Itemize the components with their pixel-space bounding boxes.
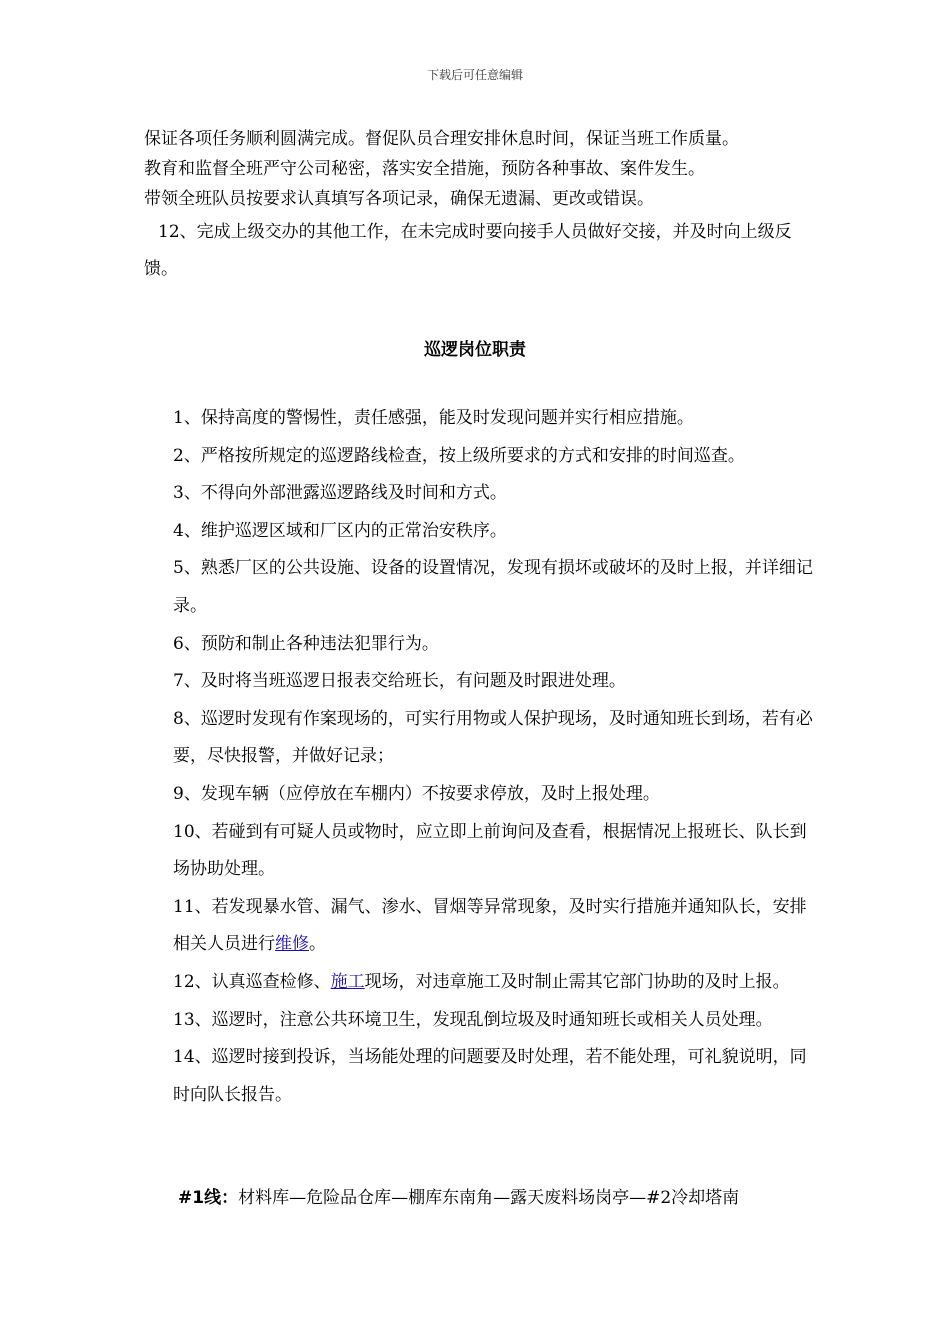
route-label: #1线：	[178, 1188, 239, 1208]
header-note: 下载后可任意编辑	[426, 68, 523, 82]
intro-item-12: 12、完成上级交办的其他工作，在未完成时要向接手人员做好交接，并及时向上级反馈。	[144, 222, 792, 279]
intro-section	[144, 124, 824, 288]
duty-item: 1、保持高度的警惕性，责任感强，能及时发现问题并实行相应措施。	[173, 408, 694, 428]
duty-11-text: 11、若发现暴水管、漏气、渗水、冒烟等异常现象，及时实行措施并通知队长，安排相关人员进行	[173, 896, 807, 955]
duty-12-end: 现场，对违章施工及时制止需其它部门协助的及时上报。	[364, 971, 790, 992]
section-title: 巡逻岗位职责	[424, 340, 526, 360]
duty-item-11	[173, 889, 823, 964]
route-text: 材料库—危险品仓库—棚库东南角—露天废料场岗亭—#2冷却塔南	[238, 1188, 740, 1208]
repair-link[interactable]: 维修	[275, 934, 309, 955]
duty-item-12	[173, 964, 823, 1002]
duty-item: 9、发现车辆（应停放在车棚内）不按要求停放，及时上报处理。	[173, 783, 660, 804]
duty-item: 14、巡逻时接到投诉，当场能处理的问题要及时处理，若不能处理，可礼貌说明，同时向队长报告。	[173, 1047, 807, 1105]
duty-item: 8、巡逻时发现有作案现场的，可实行用物或人保护现场，及时通知班长到场，若有必要，尽快报警，并做好记录；	[173, 708, 813, 767]
duty-item: 5、熟悉厂区的公共设施、设备的设置情况，发现有损坏或破坏的及时上报，并详细记录。	[173, 558, 813, 616]
intro-line-3: 带领全班队员按要求认真填写各项记录，确保无遗漏、更改或错误。	[144, 189, 654, 209]
duty-item: 4、维护巡逻区域和厂区内的正常治安秩序。	[173, 520, 507, 541]
duty-item: 6、预防和制止各种违法犯罪行为。	[173, 633, 439, 654]
duties-list	[173, 400, 823, 1114]
duty-12-text: 12、认真巡查检修、	[173, 971, 331, 992]
duty-item: 3、不得向外部泄露巡逻路线及时间和方式。	[173, 483, 507, 504]
duty-11-end: 。	[309, 934, 326, 955]
route-line	[178, 1180, 818, 1217]
duty-item: 7、及时将当班巡逻日报表交给班长，有问题及时跟进处理。	[173, 671, 626, 692]
intro-line-1: 保证各项任务顺利圆满完成。督促队员合理安排休息时间，保证当班工作质量。	[144, 129, 739, 149]
duty-item: 2、严格按所规定的巡逻路线检查，按上级所要求的方式和安排的时间巡查。	[173, 445, 745, 466]
duty-item: 10、若碰到有可疑人员或物时，应立即上前询问及查看，根据情况上报班长、队长到场协助处理。	[173, 821, 807, 880]
construction-link[interactable]: 施工	[330, 971, 365, 992]
intro-line-2: 教育和监督全班严守公司秘密，落实安全措施，预防各种事故、案件发生。	[144, 159, 705, 179]
duty-item: 13、巡逻时，注意公共环境卫生，发现乱倒垃圾及时通知班长或相关人员处理。	[173, 1009, 773, 1030]
